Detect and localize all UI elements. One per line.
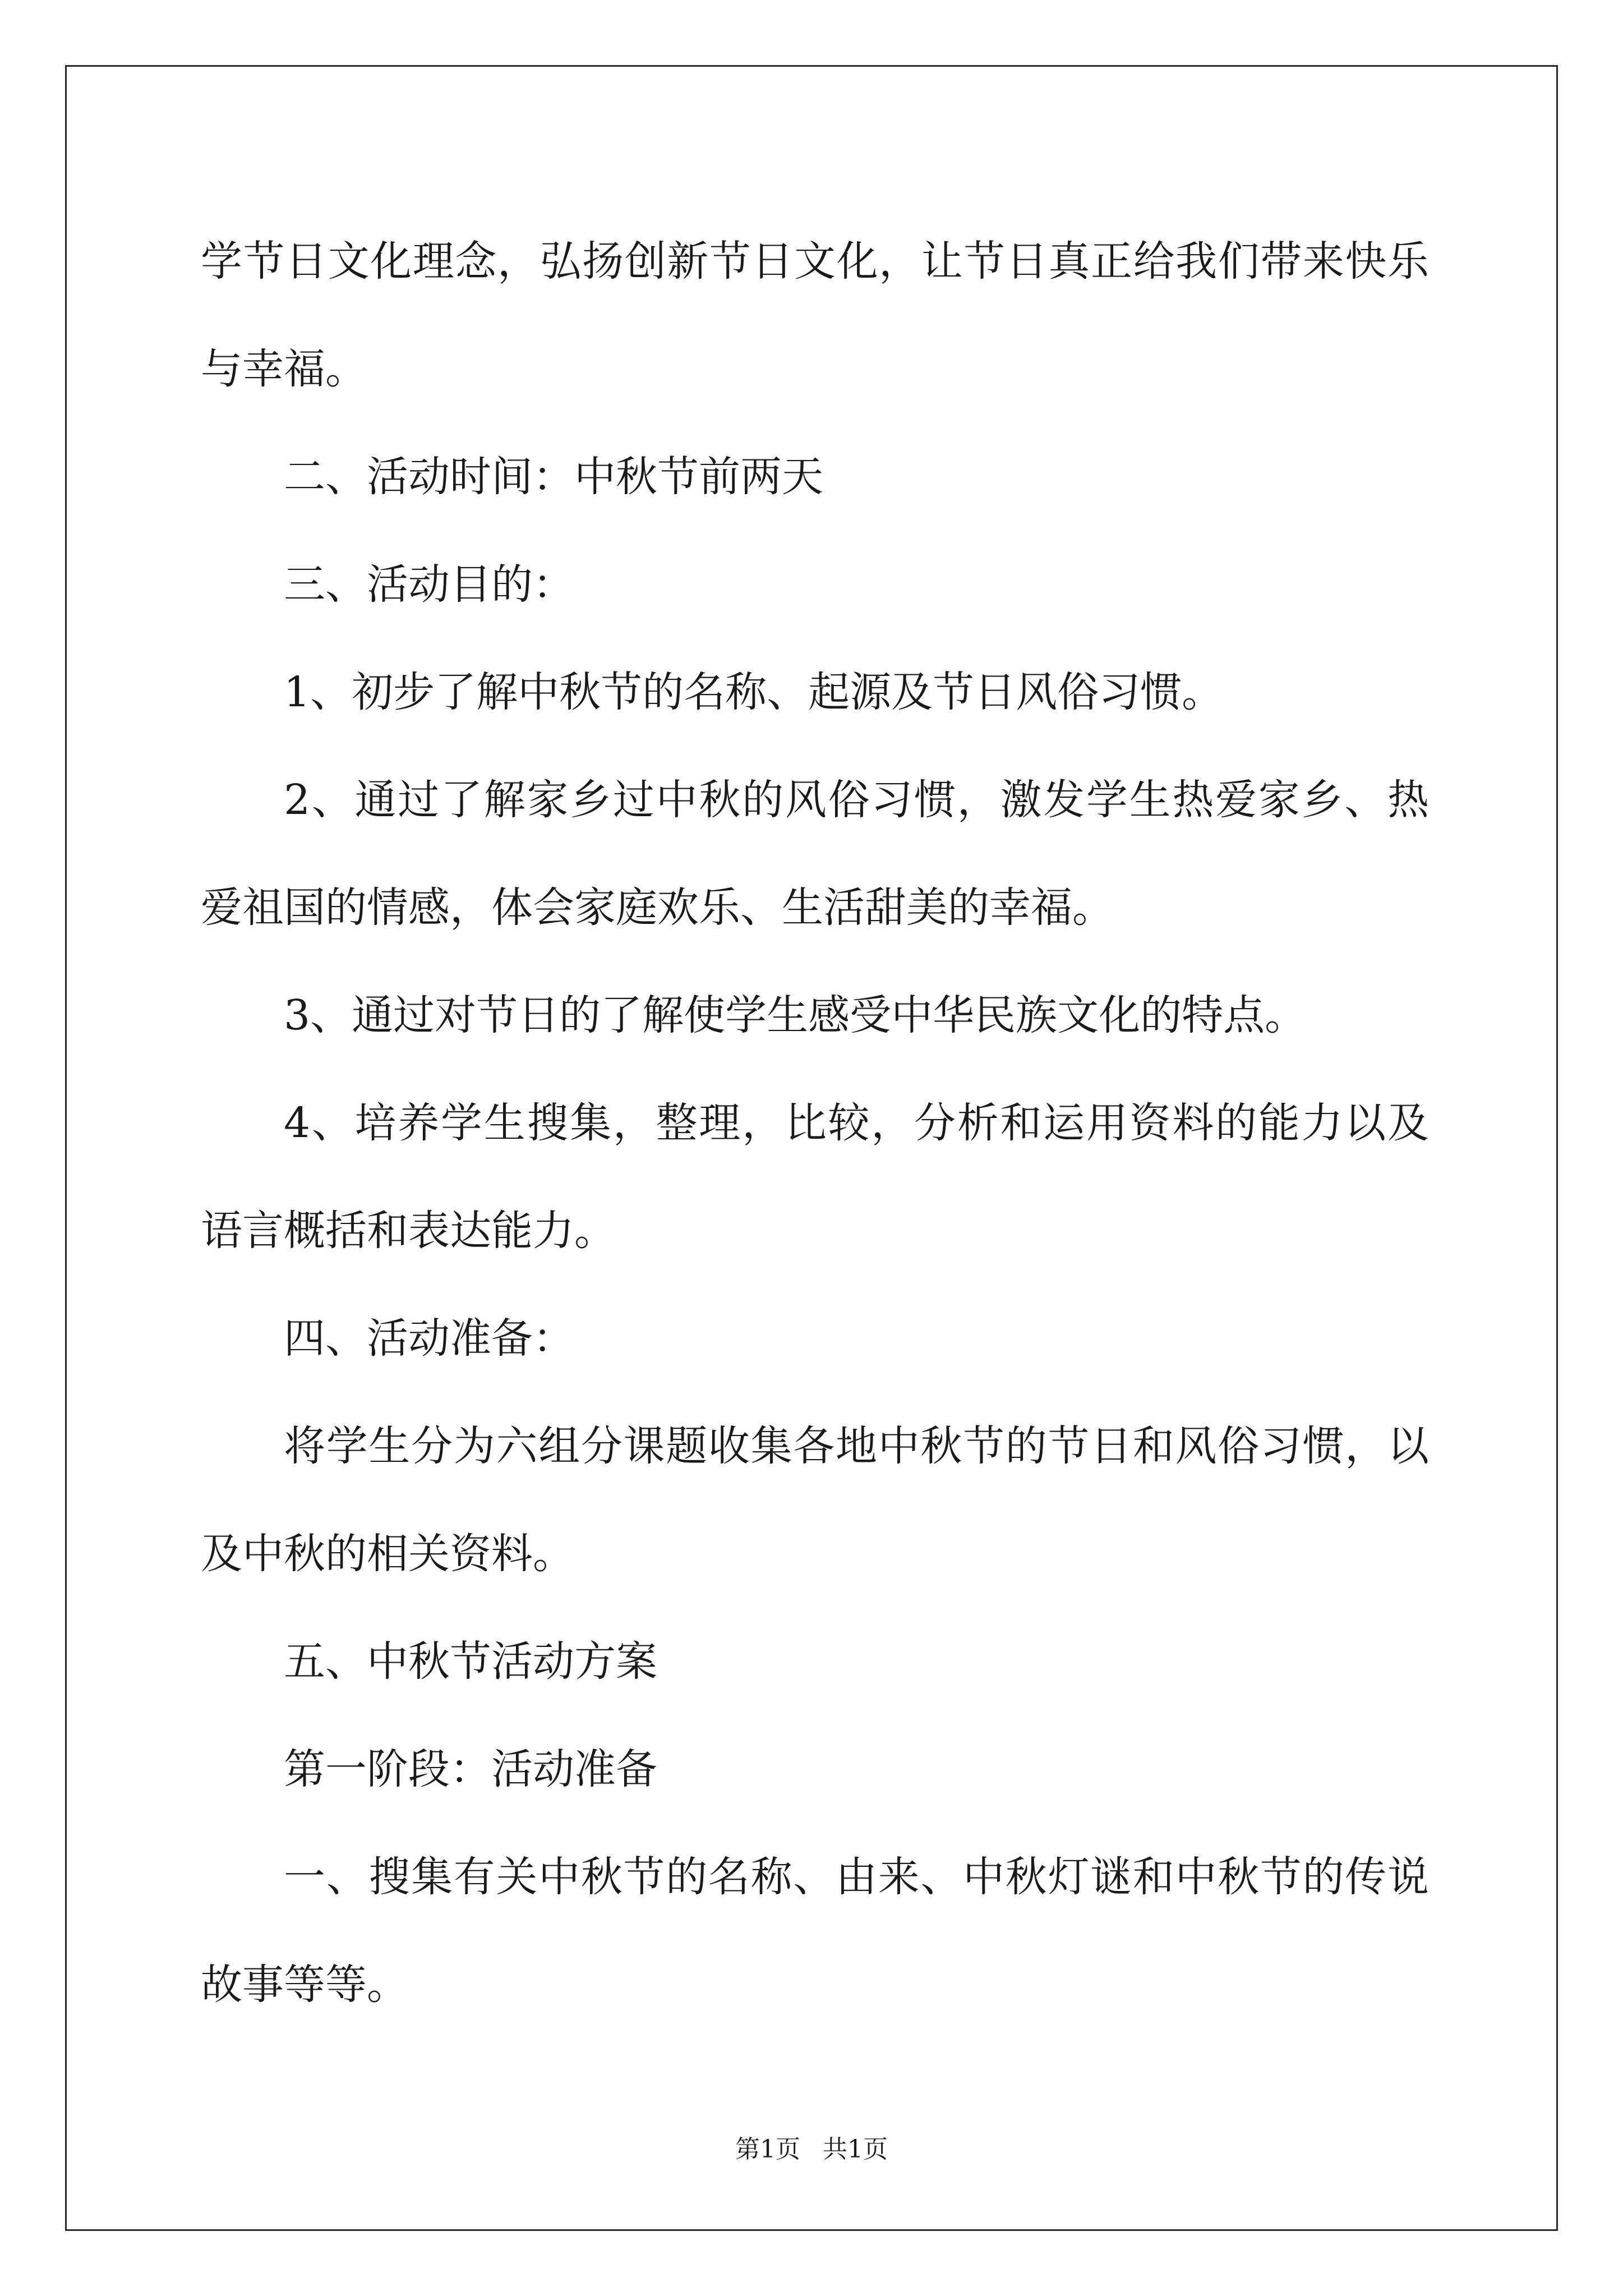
paragraph: 一、搜集有关中秋节的名称、由来、中秋灯谜和中秋节的传说故事等等。 bbox=[201, 1853, 1429, 2009]
paragraph: 学节日文化理念，弘扬创新节日文化，让节日真正给我们带来快乐与幸福。 bbox=[201, 237, 1429, 393]
paragraph: 3、通过对节日的了解使学生感受中华民族文化的特点。 bbox=[284, 991, 1307, 1039]
page-number: 第1页 bbox=[735, 2135, 800, 2164]
paragraph: 2、通过了解家乡过中秋的风俗习惯，激发学生热爱家乡、热爱祖国的情感，体会家庭欢乐、生活甜美的幸福。 bbox=[201, 776, 1429, 932]
paragraph: 第一阶段：活动准备 bbox=[284, 1745, 657, 1793]
paragraph: 四、活动准备： bbox=[284, 1314, 574, 1363]
page-total: 共1页 bbox=[823, 2135, 888, 2164]
paragraph: 五、中秋节活动方案 bbox=[284, 1637, 657, 1686]
paragraph: 4、培养学生搜集，整理，比较，分析和运用资料的能力以及语言概括和表达能力。 bbox=[201, 1099, 1429, 1255]
page-footer bbox=[0, 2133, 1623, 2166]
paragraph: 1、初步了解中秋节的名称、起源及节日风俗习惯。 bbox=[284, 668, 1224, 716]
paragraph: 将学生分为六组分课题收集各地中秋节的节日和风俗习惯，以及中秋的相关资料。 bbox=[201, 1422, 1429, 1578]
document-body bbox=[201, 208, 1429, 2039]
paragraph: 三、活动目的： bbox=[284, 560, 574, 609]
paragraph: 二、活动时间：中秋节前两天 bbox=[284, 453, 823, 501]
